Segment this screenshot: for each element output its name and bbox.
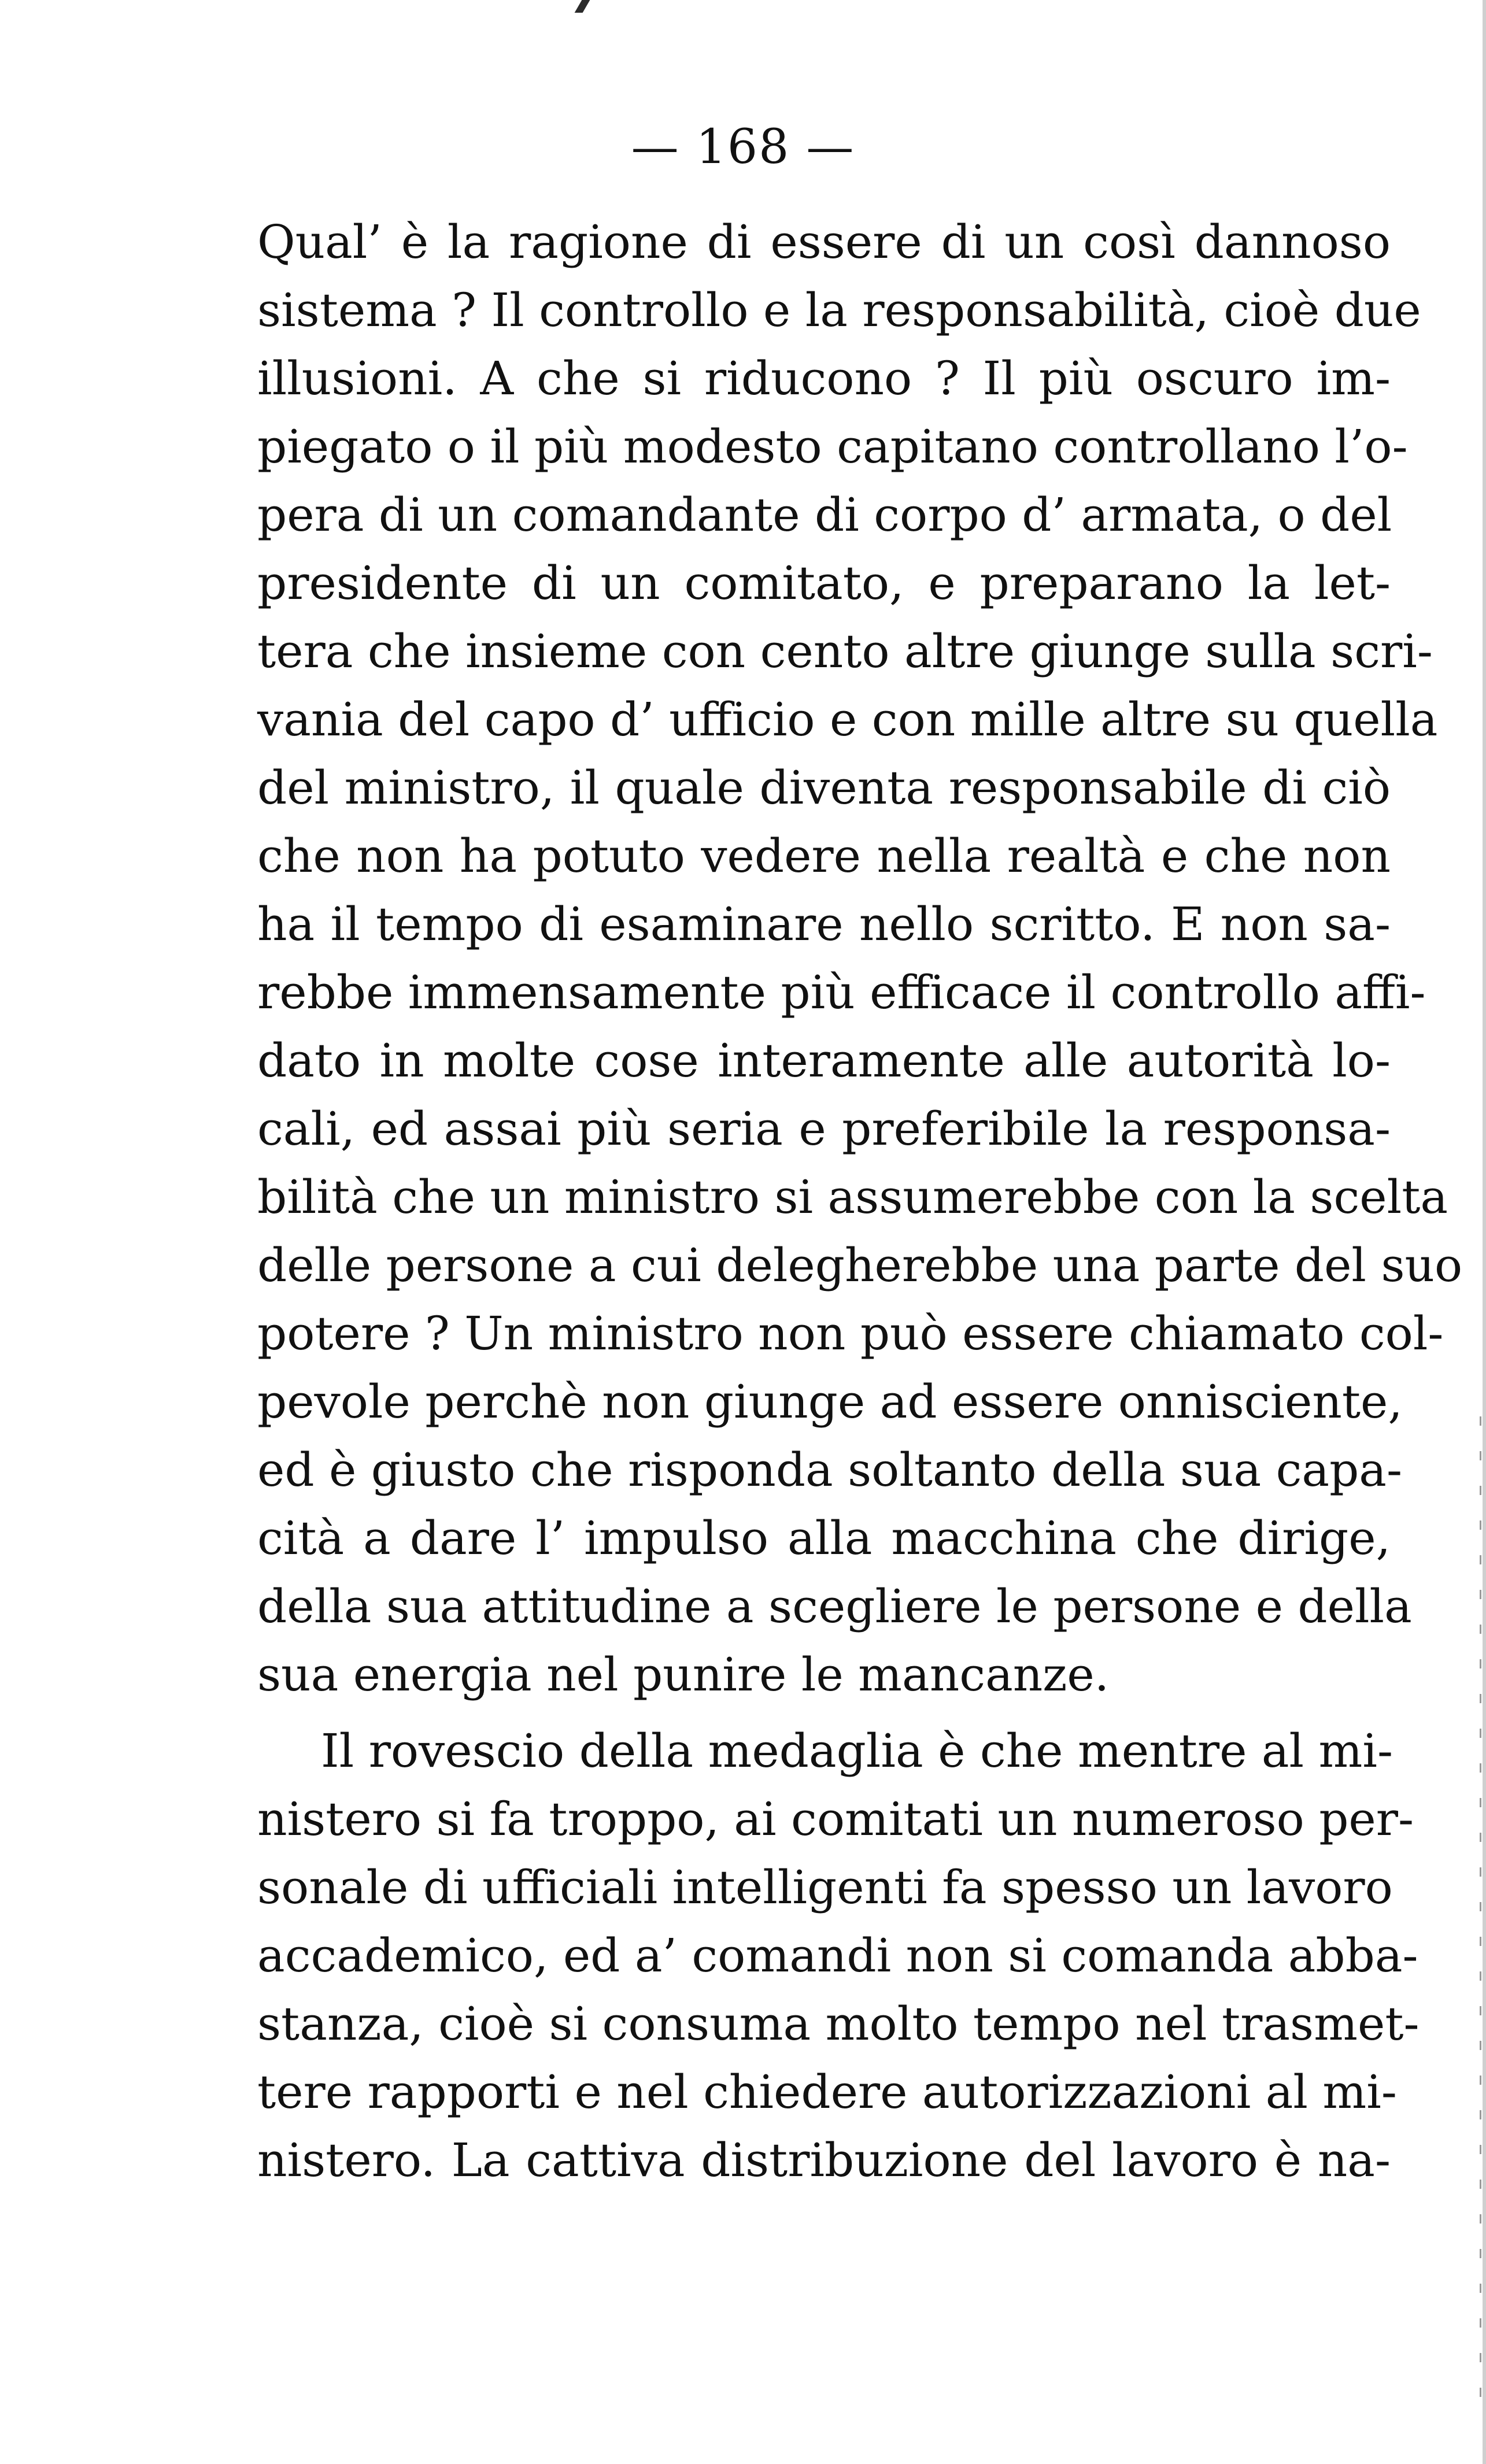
page-edge	[1483, 0, 1486, 2464]
text-line: potere ? Un ministro non può essere chiamato col-	[257, 1307, 1444, 1360]
text-line: rebbe immensamente più efficace il controllo affi-	[257, 965, 1426, 1019]
text-line: cità a dare l’ impulso alla macchina che dirige,	[257, 1511, 1391, 1565]
text-line: sonale di ufficiali intelligenti fa spesso un lavoro	[257, 1860, 1393, 1914]
paragraph-gap	[257, 1709, 1391, 1717]
text-line: tera che insieme con cento altre giunge sulla scri-	[257, 624, 1433, 678]
page-edge-marks	[1480, 1416, 1481, 2399]
text-line: tere rapporti e nel chiedere autorizzazioni al mi-	[257, 2065, 1397, 2119]
text-line: ha il tempo di esaminare nello scritto. E non sa-	[257, 897, 1391, 951]
text-line: bilità che un ministro si assumerebbe con la scelta	[257, 1170, 1448, 1224]
text-line: nistero si fa troppo, ai comitati un numeroso per-	[257, 1792, 1414, 1846]
text-line: che non ha potuto vedere nella realtà e che non	[257, 829, 1391, 883]
text-line: accademico, ed a’ comandi non si comanda abba-	[257, 1929, 1418, 1982]
text-line: nistero. La cattiva distribuzione del lavoro è na-	[257, 2133, 1391, 2187]
text-line: ed è giusto che risponda soltanto della sua capa-	[257, 1443, 1402, 1497]
text-line: delle persone a cui delegherebbe una parte del suo	[257, 1238, 1463, 1292]
text-line: pera di un comandante di corpo d’ armata, o del	[257, 488, 1392, 542]
text-line: cali, ed assai più seria e preferibile la responsa-	[257, 1102, 1391, 1156]
text-line: stanza, cioè si consuma molto tempo nel trasmet-	[257, 1997, 1420, 2051]
page-number: — 168 —	[631, 120, 855, 175]
text-line: sistema ? Il controllo e la responsabilità, cioè due	[257, 283, 1421, 337]
text-line: del ministro, il quale diventa responsabile di ciò	[257, 761, 1391, 815]
text-line: illusioni. A che si riducono ? Il più oscuro im-	[257, 352, 1391, 405]
body-text	[257, 208, 1463, 2195]
text-line: presidente di un comitato, e preparano la let-	[257, 556, 1391, 610]
text-line: della sua attitudine a scegliere le persone e della	[257, 1579, 1412, 1633]
text-line: pevole perchè non giunge ad essere onnisciente,	[257, 1375, 1403, 1429]
text-line: Qual’ è la ragione di essere di un così dannoso	[257, 215, 1391, 269]
ink-speck	[575, 0, 590, 13]
text-line: sua energia nel punire le mancanze.	[257, 1648, 1110, 1701]
text-line: dato in molte cose interamente alle autorità lo-	[257, 1034, 1391, 1087]
text-line: Il rovescio della medaglia è che mentre al mi-	[321, 1724, 1393, 1778]
text-line: vania del capo d’ ufficio e con mille altre su quella	[257, 693, 1438, 746]
text-line: piegato o il più modesto capitano controllano l’o-	[257, 420, 1408, 473]
